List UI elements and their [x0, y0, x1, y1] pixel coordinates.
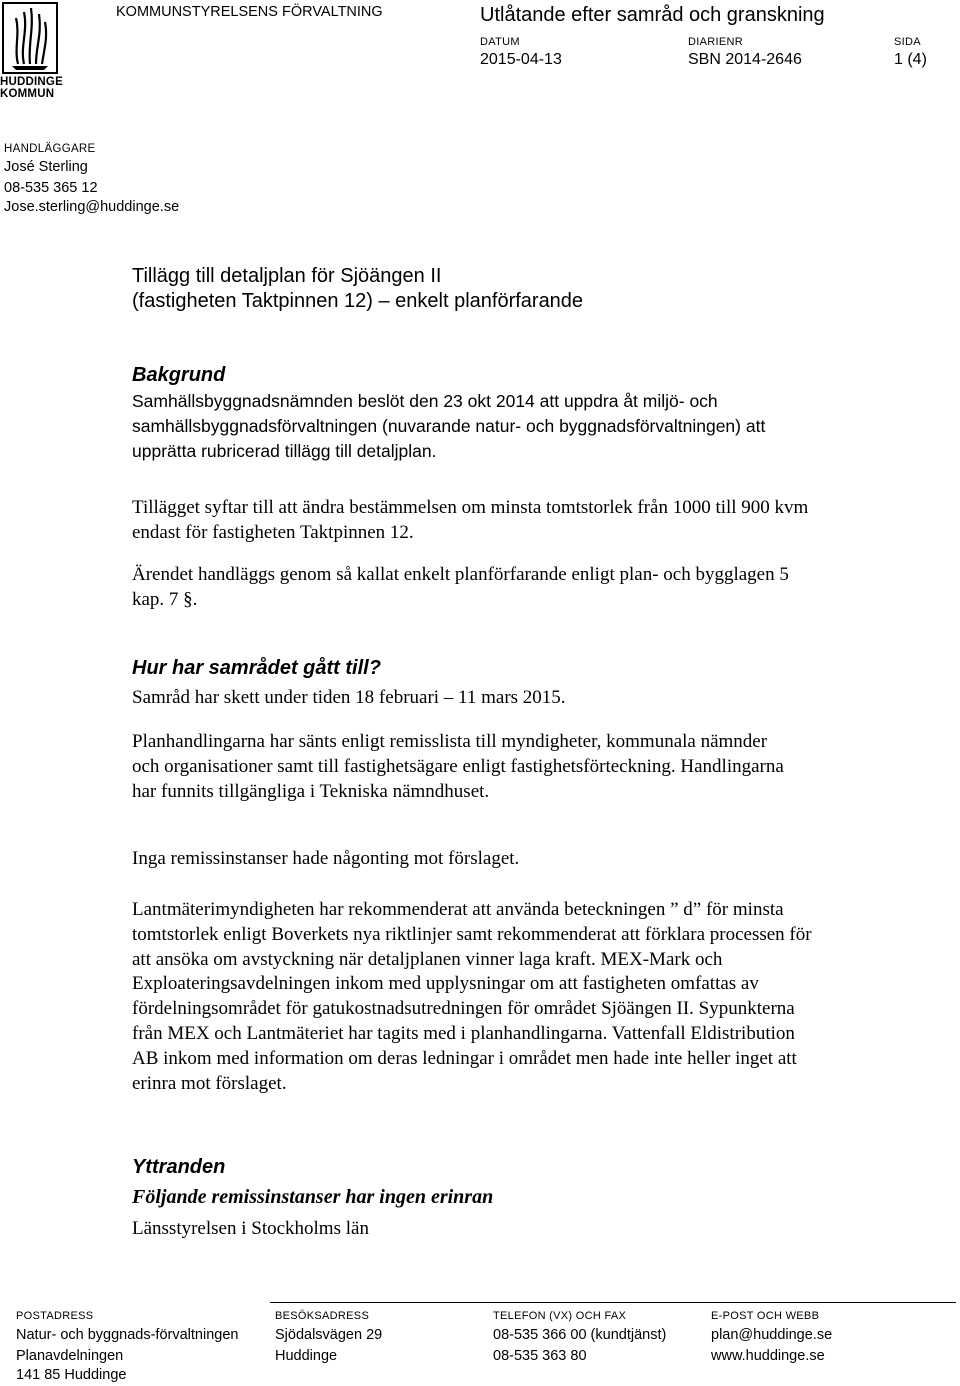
paragraph-lantmateri: Lantmäterimyndigheten har rekommenderat att använda beteckningen ” d” för minsta tomtstorlek enligt Boverkets nya riktlinjer samt rekommenderat att förklara processen för att ansöka om avstyckning när detaljplanen vinner laga kraft. MEX-Mark och Exploateringsavdelningen inkom med upplysningar om att fastigheten omfattas av fördelningsområdet för gatukostnadsutredningen för området Sjöängen II. Sypunkterna från MEX och Lantmäteriet har tagits med i planhandlingarna. Vattenfall Eldistribution AB inkom med information om deras ledningar i området men hade inte heller inget att erinra mot förslaget. [132, 899, 812, 1094]
footer-epost-web[interactable]: www.huddinge.se [711, 1348, 825, 1364]
paragraph-arendet: Ärendet handläggs genom så kallat enkelt planförfarande enligt plan- och bygglagen 5 kap. 7 §. [132, 564, 789, 610]
ref-value: SBN 2014-2646 [688, 51, 802, 68]
footer-telefon-label: TELEFON (VX) OCH FAX [493, 1310, 627, 1322]
page-label: SIDA [894, 36, 921, 48]
document-title: Utlåtande efter samråd och granskning [480, 4, 825, 26]
footer-postadress-line: Planavdelningen [16, 1348, 124, 1364]
logo-flame-emblem [2, 2, 58, 74]
paragraph-samrad: Samråd har skett under tiden 18 februari – 11 mars 2015. [132, 687, 566, 708]
huddinge-logo [0, 0, 64, 104]
footer-telefon-line: 08-535 366 00 (kundtjänst) [493, 1327, 667, 1343]
footer-epost-label: E-POST OCH WEBB [711, 1310, 820, 1322]
organization-name: KOMMUNSTYRELSENS FÖRVALTNING [116, 4, 383, 20]
paragraph-inga: Inga remissinstanser hade någonting mot förslaget. [132, 848, 520, 869]
main-title-line2: (fastigheten Taktpinnen 12) – enkelt planförfarande [132, 290, 584, 312]
footer-postadress-label: POSTADRESS [16, 1310, 94, 1322]
handler-label: HANDLÄGGARE [4, 143, 96, 155]
handler-email[interactable]: Jose.sterling@huddinge.se [4, 199, 180, 215]
heading-yttranden: Yttranden [132, 1156, 226, 1178]
footer-divider [270, 1302, 956, 1303]
footer-telefon-line: 08-535 363 80 [493, 1348, 587, 1364]
date-value: 2015-04-13 [480, 51, 562, 68]
heading-samrad: Hur har samrådet gått till? [132, 657, 381, 679]
footer-besoksadress-line: Sjödalsvägen 29 [275, 1327, 383, 1343]
yttranden-item: Länsstyrelsen i Stockholms län [132, 1218, 369, 1239]
handler-phone: 08-535 365 12 [4, 180, 98, 196]
footer-postadress-line: Natur- och byggnads-förvaltningen [16, 1327, 239, 1343]
heading-bakgrund: Bakgrund [132, 364, 226, 386]
ref-label: DIARIENR [688, 36, 743, 48]
handler-name: José Sterling [4, 159, 88, 175]
flame-icon [4, 4, 56, 72]
footer-besoksadress-label: BESÖKSADRESS [275, 1310, 370, 1322]
paragraph-bakgrund: Samhällsbyggnadsnämnden beslöt den 23 okt 2014 att uppdra åt miljö- och samhällsbyggnadsförvaltningen (nuvarande natur- och byggnadsförvaltningen) att upprätta rubricerad tillägg till detaljplan. [132, 391, 766, 461]
footer-postadress-line: 141 85 Huddinge [16, 1367, 127, 1383]
date-label: DATUM [480, 36, 520, 48]
footer-besoksadress-line: Huddinge [275, 1348, 338, 1364]
footer-epost-email[interactable]: plan@huddinge.se [711, 1327, 833, 1343]
main-title-line1: Tillägg till detaljplan för Sjöängen II [132, 265, 442, 287]
paragraph-syfte: Tillägget syftar till att ändra bestämmelsen om minsta tomtstorlek från 1000 till 900 kvm endast för fastigheten Taktpinnen 12. [132, 497, 809, 543]
subheading-yttranden: Följande remissinstanser har ingen erinran [132, 1186, 494, 1208]
paragraph-planhandlingar: Planhandlingarna har sänts enligt remisslista till myndigheter, kommunala nämnder och organisationer samt till fastighetsägare enligt fastighetsförteckning. Handlingarna har funnits tillgängliga i Tekniska nämndhuset. [132, 731, 784, 802]
page-value: 1 (4) [894, 51, 927, 68]
main-title [132, 264, 583, 314]
logo-wordmark: HUDDINGE KOMMUN [0, 76, 63, 100]
